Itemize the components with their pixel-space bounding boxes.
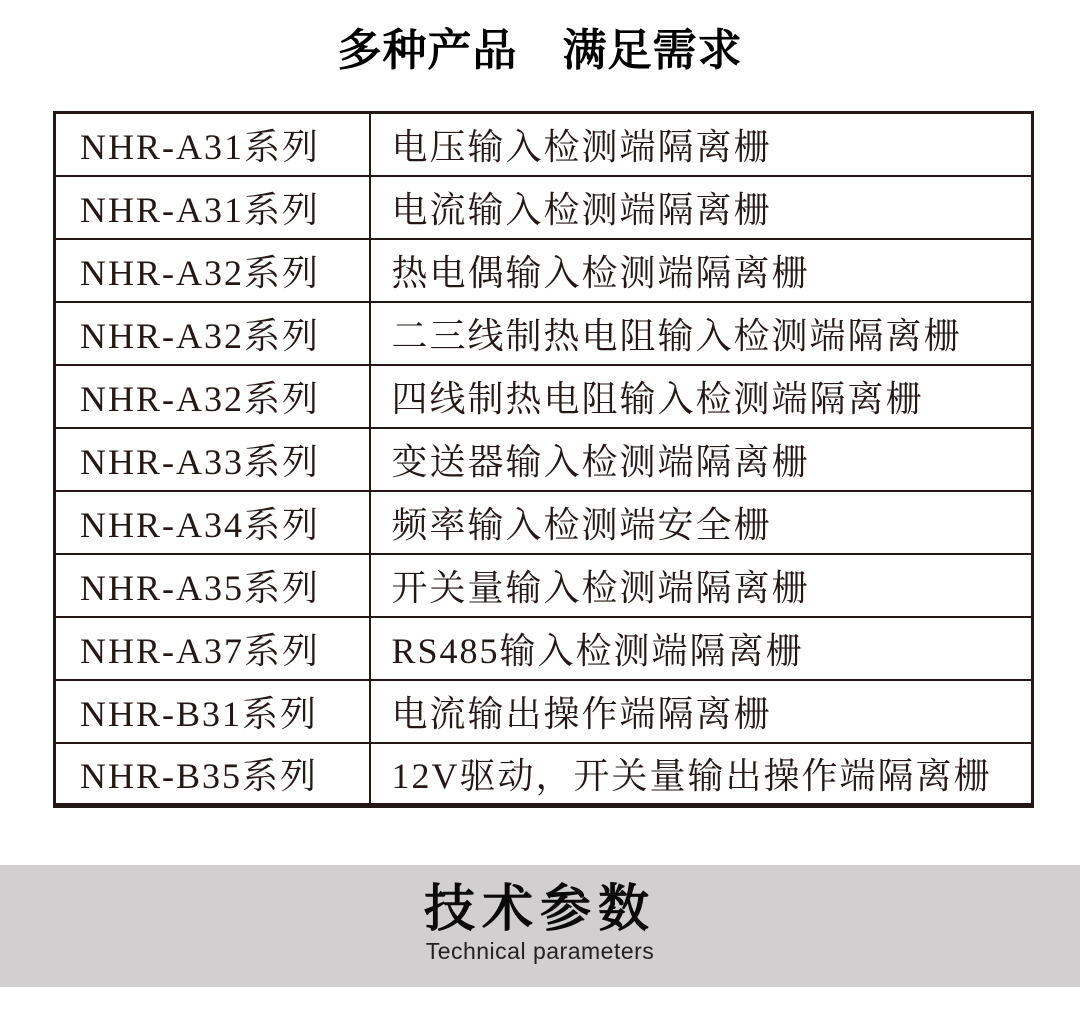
- series-cell: NHR-A31系列: [55, 113, 370, 176]
- description-cell: 热电偶输入检测端隔离栅: [370, 239, 1033, 302]
- table-row: [55, 743, 1033, 806]
- series-cell: NHR-A32系列: [55, 365, 370, 428]
- section-subtitle: Technical parameters: [425, 938, 655, 964]
- table-row: [55, 680, 1033, 743]
- table-row: [55, 428, 1033, 491]
- description-cell: 二三线制热电阻输入检测端隔离栅: [370, 302, 1033, 365]
- description-cell: RS485输入检测端隔离栅: [370, 617, 1033, 680]
- table-row: [55, 239, 1033, 302]
- series-cell: NHR-B31系列: [55, 680, 370, 743]
- table-row: [55, 491, 1033, 554]
- series-cell: NHR-A32系列: [55, 302, 370, 365]
- table-row: [55, 113, 1033, 176]
- table-row: [55, 617, 1033, 680]
- page-title: 多种产品 满足需求: [337, 26, 743, 75]
- description-cell: 开关量输入检测端隔离栅: [370, 554, 1033, 617]
- table-row: [55, 554, 1033, 617]
- section-title: 技术参数: [423, 880, 656, 937]
- product-series-table: [53, 111, 1034, 808]
- table-row: [55, 365, 1033, 428]
- description-cell: 电压输入检测端隔离栅: [370, 113, 1033, 176]
- series-cell: NHR-A35系列: [55, 554, 370, 617]
- series-cell: NHR-A37系列: [55, 617, 370, 680]
- series-cell: NHR-A33系列: [55, 428, 370, 491]
- series-cell: NHR-A31系列: [55, 176, 370, 239]
- series-cell: NHR-A34系列: [55, 491, 370, 554]
- description-cell: 变送器输入检测端隔离栅: [370, 428, 1033, 491]
- description-cell: 四线制热电阻输入检测端隔离栅: [370, 365, 1033, 428]
- product-table-body: [55, 113, 1033, 806]
- section-banner-technical-parameters: [0, 865, 1080, 987]
- series-cell: NHR-B35系列: [55, 743, 370, 806]
- description-cell: 频率输入检测端安全栅: [370, 491, 1033, 554]
- description-cell: 电流输入检测端隔离栅: [370, 176, 1033, 239]
- description-cell: 12V驱动，开关量输出操作端隔离栅: [370, 743, 1033, 806]
- table-row: [55, 176, 1033, 239]
- description-cell: 电流输出操作端隔离栅: [370, 680, 1033, 743]
- table-row: [55, 302, 1033, 365]
- series-cell: NHR-A32系列: [55, 239, 370, 302]
